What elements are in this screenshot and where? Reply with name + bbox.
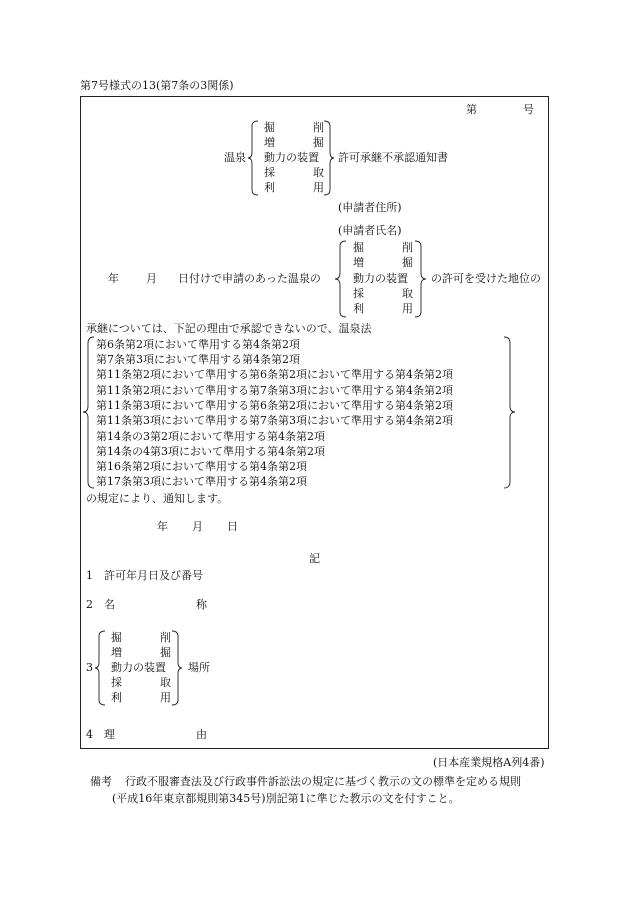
body-option-2: 増 掘 [353, 256, 413, 269]
title-left-bracket [248, 120, 260, 196]
body-line2: 承継については、下記の理由で承認できないので、温泉法 [86, 322, 372, 335]
body-left-bracket [334, 240, 348, 318]
provision-item: 第11条第3項において準用する第7条第3項において準用する第4条第2項 [96, 414, 453, 427]
item4-label-b: 由 [196, 728, 207, 741]
ki-heading: 記 [309, 552, 320, 565]
date-day: 日 [227, 520, 238, 533]
body-year: 年 [108, 272, 119, 285]
footer-spec: (日本産業規格A列4番) [433, 756, 545, 769]
item3-label: 場所 [188, 661, 210, 674]
note-line2: (平成16年東京都規則第345号)別記第1に準じた教示の文を付すこと。 [112, 792, 460, 805]
item3-option-5: 利 用 [111, 691, 171, 704]
number-label-dai: 第 [466, 103, 477, 116]
form-id: 第7号様式の13(第7条の3関係) [80, 79, 234, 92]
title-option-1: 掘 削 [264, 121, 324, 134]
body-line1-end: の許可を受けた地位の [431, 272, 541, 285]
provisions-left-brace [82, 336, 96, 490]
provision-item: 第14条の3第2項において準用する第4条第2項 [96, 430, 325, 443]
applicant-address-label: (申請者住所) [338, 201, 402, 214]
provision-item: 第11条第3項において準用する第6条第2項において準用する第4条第2項 [96, 399, 453, 412]
provision-item: 第7条第3項において準用する第4条第2項 [96, 353, 300, 366]
item3-right-bracket [172, 630, 184, 706]
item3-number: 3 [86, 661, 93, 674]
body-option-5: 利 用 [353, 302, 413, 315]
body-line1-mid: 日付けで申請のあった温泉の [178, 272, 321, 285]
body-option-1: 掘 削 [353, 241, 413, 254]
title-option-4: 採 取 [264, 166, 324, 179]
title-right-bracket [324, 120, 336, 196]
item3-option-3: 動力の装置 [111, 661, 166, 674]
item2-number: 2 [86, 598, 93, 611]
item2-label-b: 称 [196, 598, 207, 611]
note-label: 備考 [90, 775, 112, 788]
provision-item: 第11条第2項において準用する第6条第2項において準用する第4条第2項 [96, 368, 453, 381]
item4-label-a: 理 [104, 728, 115, 741]
applicant-name-label: (申請者氏名) [338, 224, 402, 237]
number-label-go: 号 [523, 103, 534, 116]
body-option-3: 動力の装置 [353, 272, 408, 285]
provision-item: 第17条第3項において準用する第4条第2項 [96, 475, 307, 488]
title-option-5: 利 用 [264, 181, 324, 194]
item3-option-4: 採 取 [111, 676, 171, 689]
title-option-3: 動力の装置 [264, 151, 319, 164]
item1-number: 1 [86, 569, 93, 582]
provisions-right-brace [503, 336, 517, 490]
body-closing: の規定により、通知します。 [86, 492, 229, 505]
item4-number: 4 [86, 728, 93, 741]
provision-item: 第6条第2項において準用する第4条第2項 [96, 338, 300, 351]
title-prefix: 温泉 [224, 151, 246, 164]
provision-item: 第14条の4第3項において準用する第4条第2項 [96, 445, 325, 458]
item3-left-bracket [95, 630, 107, 706]
body-option-4: 採 取 [353, 287, 413, 300]
body-right-bracket [414, 240, 428, 318]
item3-option-2: 増 掘 [111, 646, 171, 659]
date-month: 月 [192, 520, 203, 533]
item3-option-1: 掘 削 [111, 631, 171, 644]
body-month: 月 [146, 272, 157, 285]
note-line1: 行政不服審査法及び行政事件訴訟法の規定に基づく教示の文の標準を定める規則 [125, 775, 521, 788]
provision-item: 第11条第2項において準用する第7条第3項において準用する第4条第2項 [96, 384, 453, 397]
title-suffix: 許可承継不承認通知書 [338, 151, 448, 164]
item1-label: 許可年月日及び番号 [104, 569, 203, 582]
provision-item: 第16条第2項において準用する第4条第2項 [96, 460, 307, 473]
title-option-2: 増 掘 [264, 136, 324, 149]
item2-label-a: 名 [104, 598, 115, 611]
date-year: 年 [157, 520, 168, 533]
